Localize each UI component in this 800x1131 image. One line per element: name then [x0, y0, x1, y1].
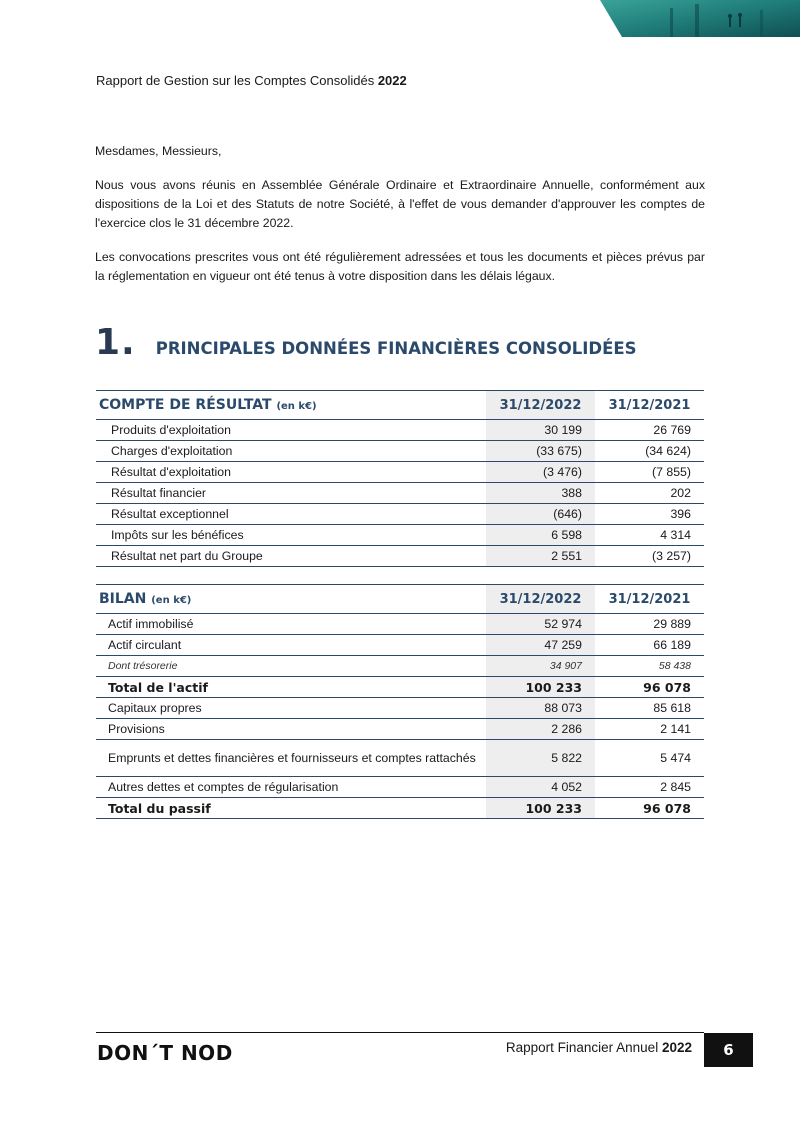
table-row — [96, 441, 704, 462]
value-2022: 34 907 — [486, 656, 595, 677]
value-2021: 4 314 — [595, 525, 704, 546]
row-label: Résultat d'exploitation — [96, 462, 486, 483]
row-label: Total du passif — [96, 798, 486, 819]
value-2022: (3 476) — [486, 462, 595, 483]
value-2022: 52 974 — [486, 614, 595, 635]
table-row — [96, 719, 704, 740]
cover-image-corner — [600, 0, 800, 37]
intro-paragraph-1: Nous vous avons réunis en Assemblée Générale Ordinaire et Extraordinaire Annuelle, conformément aux dispositions de la Loi et des Statuts de notre Société, à l'effet de vous demander d'approuver les comptes de l'exercice clos le 31 décembre 2022. — [95, 178, 705, 230]
row-label: Actif circulant — [96, 635, 486, 656]
value-2021: (7 855) — [595, 462, 704, 483]
value-2021: 29 889 — [595, 614, 704, 635]
value-2022: 388 — [486, 483, 595, 504]
row-label: Dont trésorerie — [96, 656, 486, 677]
table-row — [96, 462, 704, 483]
row-label: Résultat financier — [96, 483, 486, 504]
income-statement-unit: (en k€) — [276, 401, 317, 412]
value-2021: 85 618 — [595, 698, 704, 719]
table-row — [96, 677, 704, 698]
table-row — [96, 420, 704, 441]
income-statement-table — [96, 390, 704, 567]
balance-sheet-table — [96, 584, 704, 819]
report-header-title: Rapport de Gestion sur les Comptes Consolidés — [96, 73, 375, 88]
company-logo: DON´T NOD — [97, 1041, 233, 1065]
value-2021: 5 474 — [595, 740, 704, 777]
balance-sheet-body — [96, 614, 704, 819]
value-2022: (33 675) — [486, 441, 595, 462]
value-2022: 2 286 — [486, 719, 595, 740]
page-number: 6 — [704, 1033, 753, 1067]
value-2022: 30 199 — [486, 420, 595, 441]
table-row — [96, 525, 704, 546]
row-label: Emprunts et dettes financières et fournisseurs et comptes rattachés — [96, 740, 486, 777]
value-2021: 26 769 — [595, 420, 704, 441]
income-statement-body — [96, 420, 704, 567]
row-label: Total de l'actif — [96, 677, 486, 698]
row-label: Capitaux propres — [96, 698, 486, 719]
table-row — [96, 777, 704, 798]
value-2021: 2 141 — [595, 719, 704, 740]
row-label: Charges d'exploitation — [96, 441, 486, 462]
value-2022: 47 259 — [486, 635, 595, 656]
value-2021: 2 845 — [595, 777, 704, 798]
col-2022-header: 31/12/2022 — [486, 585, 595, 614]
value-2021: (3 257) — [595, 546, 704, 567]
table-row — [96, 740, 704, 777]
report-header — [96, 73, 407, 88]
salutation: Mesdames, Messieurs, — [95, 144, 222, 158]
report-header-year: 2022 — [377, 73, 407, 88]
value-2022: (646) — [486, 504, 595, 525]
value-2022: 5 822 — [486, 740, 595, 777]
value-2021: 96 078 — [595, 677, 704, 698]
value-2022: 88 073 — [486, 698, 595, 719]
table-row — [96, 614, 704, 635]
footer-divider — [96, 1032, 704, 1033]
col-2022-header: 31/12/2022 — [486, 391, 595, 420]
table-row — [96, 504, 704, 525]
table-row — [96, 656, 704, 677]
section-heading — [95, 322, 637, 363]
value-2022: 4 052 — [486, 777, 595, 798]
balance-sheet-header — [96, 585, 486, 614]
section-title: PRINCIPALES DONNÉES FINANCIÈRES CONSOLIDÉES — [155, 339, 637, 358]
table-row — [96, 635, 704, 656]
col-2021-header: 31/12/2021 — [595, 585, 704, 614]
row-label: Résultat exceptionnel — [96, 504, 486, 525]
col-2021-header: 31/12/2021 — [595, 391, 704, 420]
footer-report-label — [506, 1040, 692, 1055]
row-label: Impôts sur les bénéfices — [96, 525, 486, 546]
section-number: 1. — [95, 322, 136, 363]
table-row — [96, 483, 704, 504]
row-label: Autres dettes et comptes de régularisation — [96, 777, 486, 798]
value-2022: 6 598 — [486, 525, 595, 546]
row-label: Provisions — [96, 719, 486, 740]
income-statement-header — [96, 391, 486, 420]
value-2021: 66 189 — [595, 635, 704, 656]
value-2021: 96 078 — [595, 798, 704, 819]
value-2021: (34 624) — [595, 441, 704, 462]
value-2022: 2 551 — [486, 546, 595, 567]
footer-report-year: 2022 — [661, 1040, 692, 1055]
income-statement-title: COMPTE DE RÉSULTAT — [99, 397, 272, 413]
row-label: Actif immobilisé — [96, 614, 486, 635]
row-label: Produits d'exploitation — [96, 420, 486, 441]
value-2022: 100 233 — [486, 798, 595, 819]
footer-report-title: Rapport Financier Annuel — [505, 1040, 659, 1055]
table-row — [96, 698, 704, 719]
value-2021: 202 — [595, 483, 704, 504]
value-2021: 396 — [595, 504, 704, 525]
table-row — [96, 798, 704, 819]
value-2021: 58 438 — [595, 656, 704, 677]
balance-sheet-title: BILAN — [99, 591, 147, 607]
value-2022: 100 233 — [486, 677, 595, 698]
balance-sheet-unit: (en k€) — [151, 595, 192, 606]
row-label: Résultat net part du Groupe — [96, 546, 486, 567]
intro-paragraph-2: Les convocations prescrites vous ont été régulièrement adressées et tous les documents et pièces prévus par la réglementation en vigueur ont été tenus à votre disposition dans les délais légaux. — [95, 250, 705, 283]
table-row — [96, 546, 704, 567]
